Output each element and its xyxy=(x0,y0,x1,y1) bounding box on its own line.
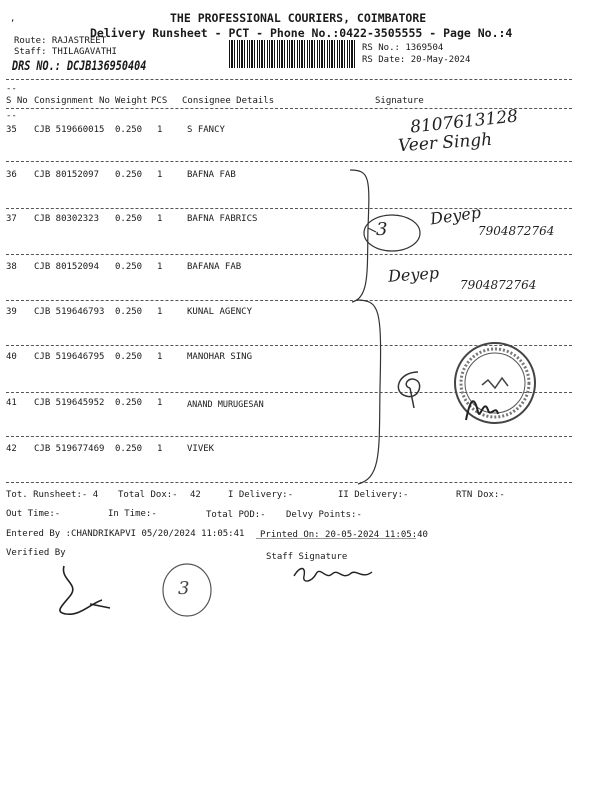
in-time: In Time:- xyxy=(108,509,157,519)
row-consignment: CJB 80152097 xyxy=(34,170,100,180)
drs-number: DRS NO.: DCJB136950404 xyxy=(12,59,147,74)
row-sno: 35 xyxy=(6,125,17,135)
row-consignee: KUNAL AGENCY xyxy=(187,307,253,317)
row-consignment: CJB 519646793 xyxy=(34,307,105,317)
tot-runsheet: Tot. Runsheet:- 4 xyxy=(6,490,99,500)
row-pcs: 1 xyxy=(157,262,163,272)
bracket-mark-icon xyxy=(340,168,380,308)
dashes-mark: -- xyxy=(6,111,17,121)
handwritten-signature: Veer Singh xyxy=(397,129,493,157)
row-pcs: 1 xyxy=(157,398,163,408)
handwritten-mark: 3 xyxy=(178,578,190,599)
row-consignment: CJB 80302323 xyxy=(34,214,100,224)
row-weight: 0.250 xyxy=(115,307,143,317)
staff: Staff: THILAGAVATHI xyxy=(14,47,117,57)
out-time: Out Time:- xyxy=(6,509,61,519)
row-weight: 0.250 xyxy=(115,352,143,362)
row-consignment: CJB 519660015 xyxy=(34,125,105,135)
rtn-dox: RTN Dox:- xyxy=(456,490,505,500)
ii-delivery: II Delivery:- xyxy=(338,490,409,500)
row-sno: 41 xyxy=(6,398,17,408)
column-header-sno: S No xyxy=(6,96,28,106)
scribble-mark-icon xyxy=(388,366,438,410)
handwritten-phone: 7904872764 xyxy=(478,224,555,238)
row-pcs: 1 xyxy=(157,352,163,362)
column-header-signature: Signature xyxy=(375,96,424,106)
handwritten-phone: 8107613128 xyxy=(409,106,519,138)
divider xyxy=(6,79,572,80)
staff-signature-icon xyxy=(292,562,378,588)
printed-on: Printed On: 20-05-2024 11:05:40 xyxy=(260,530,428,540)
total-dox-label: Total Dox:- xyxy=(118,490,178,500)
row-consignment: CJB 519646795 xyxy=(34,352,105,362)
route: Route: RAJASTREET xyxy=(14,36,107,46)
divider xyxy=(6,254,572,255)
handwritten-signature: Deyep xyxy=(428,202,483,229)
i-delivery: I Delivery:- xyxy=(228,490,294,500)
divider xyxy=(256,538,416,539)
row-sno: 42 xyxy=(6,444,17,454)
row-consignee: S FANCY xyxy=(187,125,225,135)
company-name: THE PROFESSIONAL COURIERS, COIMBATORE xyxy=(170,11,427,25)
rs-number: RS No.: 1369504 xyxy=(362,43,444,53)
row-consignee: VIVEK xyxy=(187,444,215,454)
row-pcs: 1 xyxy=(157,307,163,317)
runsheet-title: Delivery Runsheet - PCT - Phone No.:0422-3505555 - Page No.:4 xyxy=(90,26,513,40)
row-pcs: 1 xyxy=(157,214,163,224)
verifier-signature-icon xyxy=(50,560,120,620)
row-consignee: ANAND MURUGESAN xyxy=(187,400,264,410)
divider xyxy=(6,208,572,209)
row-sno: 40 xyxy=(6,352,17,362)
column-header-weight: Weight xyxy=(115,96,148,106)
staff-signature-label: Staff Signature xyxy=(266,552,348,562)
row-weight: 0.250 xyxy=(115,170,143,180)
row-pcs: 1 xyxy=(157,170,163,180)
dashes-mark: -- xyxy=(6,84,17,94)
row-weight: 0.250 xyxy=(115,398,143,408)
handwritten-signature: Deyep xyxy=(387,263,440,286)
delvy-points: Delvy Points:- xyxy=(286,510,362,520)
row-pcs: 1 xyxy=(157,444,163,454)
total-pod: Total POD:- xyxy=(206,510,266,520)
row-weight: 0.250 xyxy=(115,444,143,454)
signature-scribble-icon xyxy=(462,390,502,426)
divider xyxy=(6,482,572,483)
row-consignment: CJB 80152094 xyxy=(34,262,100,272)
row-consignee: MANOHAR SING xyxy=(187,352,253,362)
row-weight: 0.250 xyxy=(115,214,143,224)
barcode xyxy=(229,40,357,68)
entered-by: Entered By :CHANDRIKAPVI 05/20/2024 11:05:41 xyxy=(6,529,245,539)
row-pcs: 1 xyxy=(157,125,163,135)
divider xyxy=(6,300,572,301)
verified-by: Verified By xyxy=(6,548,66,558)
divider xyxy=(6,161,572,162)
row-sno: 36 xyxy=(6,170,17,180)
row-consignee: BAFNA FAB xyxy=(187,170,236,180)
rs-date: RS Date: 20-May-2024 xyxy=(362,55,471,65)
handwritten-phone: 7904872764 xyxy=(460,278,537,292)
divider xyxy=(6,436,572,437)
row-sno: 39 xyxy=(6,307,17,317)
column-header-consignment: Consignment No xyxy=(34,96,110,106)
row-weight: 0.250 xyxy=(115,125,143,135)
row-consignment: CJB 519677469 xyxy=(34,444,105,454)
handwritten-mark: 3 xyxy=(376,219,388,240)
row-sno: 38 xyxy=(6,262,17,272)
row-consignee: BAFANA FAB xyxy=(187,262,242,272)
total-dox-value: 42 xyxy=(190,490,201,500)
column-header-consignee: Consignee Details xyxy=(182,96,275,106)
row-weight: 0.250 xyxy=(115,262,143,272)
bracket-mark-icon xyxy=(350,298,390,488)
row-consignment: CJB 519645952 xyxy=(34,398,105,408)
row-consignee: BAFNA FABRICS xyxy=(187,214,258,224)
tick-mark: , xyxy=(10,14,16,24)
column-header-pcs: PCS xyxy=(151,96,168,106)
row-sno: 37 xyxy=(6,214,17,224)
